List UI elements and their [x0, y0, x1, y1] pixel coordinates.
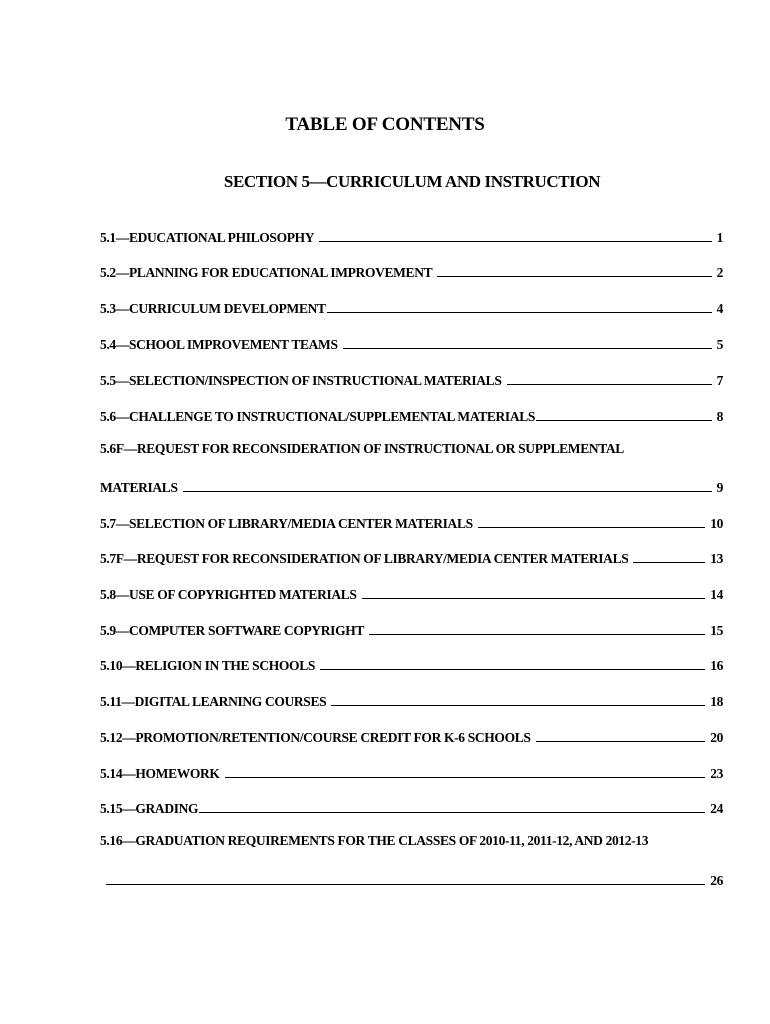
toc-entry[interactable]	[100, 259, 723, 281]
toc-page-number: 26	[710, 873, 723, 888]
toc-entry-label: 5.12—PROMOTION/RETENTION/COURSE CREDIT FOR K-6 SCHOOLS	[100, 730, 531, 745]
toc-page-number: 10	[710, 516, 723, 531]
toc-entry-label: 5.7F—REQUEST FOR RECONSIDERATION OF LIBRARY/MEDIA CENTER MATERIALS	[100, 551, 629, 566]
toc-entry[interactable]	[100, 652, 723, 674]
toc-page-number: 15	[710, 623, 723, 638]
toc-entry-label: 5.14—HOMEWORK	[100, 766, 220, 781]
toc-entry[interactable]	[100, 545, 723, 567]
toc-leader-line	[536, 419, 712, 421]
toc-leader-line	[343, 347, 712, 349]
toc-leader-line	[369, 633, 705, 635]
section-heading: SECTION 5—CURRICULUM AND INSTRUCTION	[223, 172, 601, 191]
toc-entry-label: 5.15—GRADING	[100, 801, 199, 816]
toc-entry[interactable]	[106, 867, 723, 889]
toc-leader-line	[478, 526, 705, 528]
toc-entry-label-line1[interactable]: 5.16—GRADUATION REQUIREMENTS FOR THE CLASSES OF 2010-11, 2011-12, AND 2012-13	[100, 833, 649, 848]
page-title: TABLE OF CONTENTS	[285, 114, 485, 135]
toc-leader-line	[183, 490, 712, 492]
toc-entry[interactable]	[100, 724, 723, 746]
toc-page-number: 4	[716, 301, 723, 316]
toc-entry-label: 5.10—RELIGION IN THE SCHOOLS	[100, 658, 316, 673]
toc-leader-line	[507, 383, 712, 385]
toc-entry[interactable]	[100, 331, 723, 353]
toc-page-number: 24	[710, 801, 723, 816]
toc-page-number: 23	[710, 766, 723, 781]
toc-leader-line	[320, 668, 705, 670]
toc-leader-line	[327, 311, 712, 313]
toc-entry-label: 5.7—SELECTION OF LIBRARY/MEDIA CENTER MATERIALS	[100, 516, 473, 531]
toc-entry-label: 5.5—SELECTION/INSPECTION OF INSTRUCTIONAL MATERIALS	[100, 373, 502, 388]
toc-leader-line	[225, 776, 706, 778]
toc-leader-line	[106, 883, 705, 885]
toc-entry-label: 5.3—CURRICULUM DEVELOPMENT	[100, 301, 326, 316]
toc-entry-label: 5.4—SCHOOL IMPROVEMENT TEAMS	[100, 337, 338, 352]
toc-entry[interactable]	[100, 688, 723, 710]
toc-entry-label: 5.9—COMPUTER SOFTWARE COPYRIGHT	[100, 623, 365, 638]
toc-page-number: 5	[716, 337, 723, 352]
toc-entry[interactable]	[100, 295, 723, 317]
toc-entry[interactable]	[100, 367, 723, 389]
toc-entry-label: 5.6—CHALLENGE TO INSTRUCTIONAL/SUPPLEMENTAL MATERIALS	[100, 409, 536, 424]
toc-leader-line	[633, 561, 705, 563]
toc-page-number: 18	[710, 694, 723, 709]
toc-entry[interactable]	[100, 474, 723, 496]
toc-entry-label: 5.8—USE OF COPYRIGHTED MATERIALS	[100, 587, 357, 602]
toc-entry-label: MATERIALS	[100, 480, 178, 495]
toc-page-number: 7	[716, 373, 723, 388]
toc-leader-line	[331, 704, 705, 706]
toc-page-number: 9	[716, 480, 723, 495]
toc-entry[interactable]	[100, 510, 723, 532]
toc-leader-line	[319, 240, 711, 242]
toc-entry[interactable]	[100, 795, 723, 817]
toc-page-number: 20	[710, 730, 723, 745]
toc-entry-label: 5.11—DIGITAL LEARNING COURSES	[100, 694, 327, 709]
toc-leader-line	[536, 740, 706, 742]
toc-leader-line	[362, 597, 706, 599]
toc-entry[interactable]	[100, 403, 723, 425]
toc-page-number: 2	[716, 265, 723, 280]
toc-leader-line	[437, 275, 711, 277]
toc-entry-label: 5.2—PLANNING FOR EDUCATIONAL IMPROVEMENT	[100, 265, 433, 280]
toc-entry[interactable]	[100, 617, 723, 639]
toc-entry[interactable]	[100, 581, 723, 603]
toc-leader-line	[199, 811, 705, 813]
toc-page-number: 16	[710, 658, 723, 673]
toc-entry[interactable]	[100, 224, 723, 246]
toc-page-number: 13	[710, 551, 723, 566]
toc-entry-label-line1[interactable]: 5.6F—REQUEST FOR RECONSIDERATION OF INSTRUCTIONAL OR SUPPLEMENTAL	[100, 441, 624, 456]
toc-page-number: 8	[716, 409, 723, 424]
toc-page-number: 14	[710, 587, 723, 602]
toc-page-number: 1	[716, 230, 723, 245]
toc-entry[interactable]	[100, 760, 723, 782]
toc-entry-label: 5.1—EDUCATIONAL PHILOSOPHY	[100, 230, 315, 245]
